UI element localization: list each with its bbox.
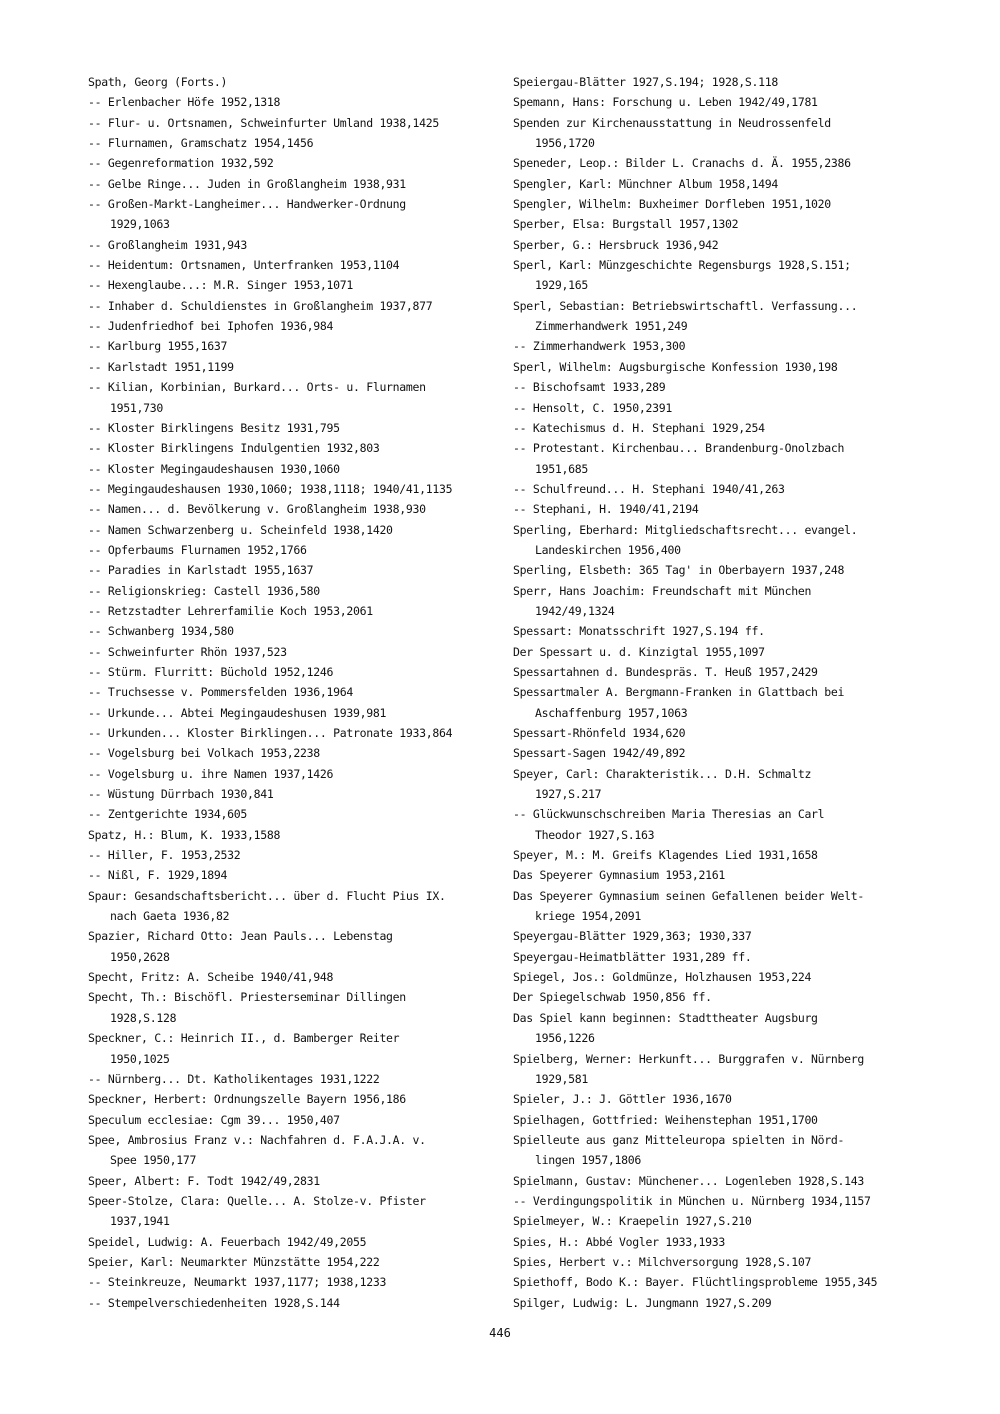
index-entry: -- Vogelsburg bei Volkach 1953,2238 [88,746,320,761]
index-entry-continuation: 1951,730 [110,400,163,415]
index-entry: -- Glückwunschschreiben Maria Theresias an Carl [513,807,825,822]
index-entry-continuation: 1927,S.217 [535,787,602,802]
index-entry: Sperber, G.: Hersbruck 1936,942 [513,237,719,252]
page-number: 446 [489,1326,511,1340]
index-entry: -- Opferbaums Flurnamen 1952,1766 [88,542,307,557]
index-entry: Spengler, Karl: Münchner Album 1958,1494 [513,176,778,191]
index-entry: -- Karlburg 1955,1637 [88,339,228,354]
index-entry: Specht, Th.: Bischöfl. Priesterseminar Dillingen [88,990,406,1005]
index-entry-continuation: 1929,1063 [110,217,170,232]
index-entry: -- Schulfreund... H. Stephani 1940/41,263 [513,481,785,496]
index-entry-continuation: Theodor 1927,S.163 [535,827,655,842]
index-entry: Spielberg, Werner: Herkunft... Burggrafen v. Nürnberg [513,1051,865,1066]
index-entry: -- Wüstung Dürrbach 1930,841 [88,787,274,802]
index-entry: Spessartmaler A. Bergmann-Franken in Glattbach bei [513,685,845,700]
index-entry: -- Erlenbacher Höfe 1952,1318 [88,95,281,110]
index-entry: -- Nürnberg... Dt. Katholikentages 1931,1222 [88,1071,380,1086]
index-entry-continuation: Landeskirchen 1956,400 [535,542,681,557]
index-entry: -- Vogelsburg u. ihre Namen 1937,1426 [88,766,334,781]
index-entry: Spaur: Gesandschaftsbericht... über d. Flucht Pius IX. [88,888,446,903]
index-entry: -- Steinkreuze, Neumarkt 1937,1177; 1938,1233 [88,1275,387,1290]
index-entry: Sperl, Sebastian: Betriebswirtschaftl. Verfassung... [513,298,858,313]
index-entry: Spessart-Sagen 1942/49,892 [513,746,686,761]
index-entry: Spies, H.: Abbé Vogler 1933,1933 [513,1234,725,1249]
index-entry-continuation: 1956,1720 [535,136,595,151]
index-entry: Speckner, Herbert: Ordnungszelle Bayern 1956,186 [88,1092,406,1107]
index-entry: -- Flurnamen, Gramschatz 1954,1456 [88,136,314,151]
index-entry: Spengler, Wilhelm: Buxheimer Dorfleben 1951,1020 [513,197,831,212]
index-entry-continuation: Zimmerhandwerk 1951,249 [535,319,688,334]
index-entry: -- Religionskrieg: Castell 1936,580 [88,583,320,598]
index-entry: -- Namen... d. Bevölkerung v. Großlangheim 1938,930 [88,502,426,517]
index-entry: Sperling, Eberhard: Mitgliedschaftsrecht... evangel. [513,522,858,537]
index-entry-continuation: Spee 1950,177 [110,1153,197,1168]
index-entry: Sperber, Elsa: Burgstall 1957,1302 [513,217,739,232]
index-entry-continuation: 1942/49,1324 [535,603,615,618]
index-entry: Specht, Fritz: A. Scheibe 1940/41,948 [88,970,334,985]
index-entry-continuation: kriege 1954,2091 [535,909,641,924]
index-entry: -- Heidentum: Ortsnamen, Unterfranken 1953,1104 [88,258,400,273]
index-entry: Speer, Albert: F. Todt 1942/49,2831 [88,1173,320,1188]
index-entry: Das Spiel kann beginnen: Stadttheater Augsburg [513,1010,818,1025]
index-entry: Speyergau-Blätter 1929,363; 1930,337 [513,929,752,944]
index-entry: Speculum ecclesiae: Cgm 39... 1950,407 [88,1112,340,1127]
index-entry-continuation: 1950,2628 [110,949,170,964]
index-entry: -- Stürm. Flurritt: Büchold 1952,1246 [88,664,334,679]
index-entry: Speyer, Carl: Charakteristik... D.H. Schmaltz [513,766,812,781]
index-entry-continuation: 1929,165 [535,278,588,293]
index-entry: -- Schweinfurter Rhön 1937,523 [88,644,287,659]
index-entry: -- Kloster Megingaudeshausen 1930,1060 [88,461,340,476]
index-entry: -- Paradies in Karlstadt 1955,1637 [88,563,314,578]
index-entry: Sperling, Elsbeth: 365 Tag' in Oberbayern 1937,248 [513,563,845,578]
index-entry: Speiergau-Blätter 1927,S.194; 1928,S.118 [513,75,778,89]
index-entry: -- Hiller, F. 1953,2532 [88,848,241,863]
index-entry-continuation: 1929,581 [535,1071,588,1086]
index-entry: -- Retzstadter Lehrerfamilie Koch 1953,2061 [88,603,373,618]
index-entry: -- Judenfriedhof bei Iphofen 1936,984 [88,319,334,334]
index-entry: Spessart: Monatsschrift 1927,S.194 ff. [513,624,765,639]
index-entry-continuation: 1951,685 [535,461,588,476]
index-entry: -- Großen-Markt-Langheimer... Handwerker-Ordnung [88,197,406,212]
index-entry: Sperr, Hans Joachim: Freundschaft mit München [513,583,812,598]
index-entry: -- Inhaber d. Schuldienstes in Großlangheim 1937,877 [88,298,433,313]
index-entry: Spielhagen, Gottfried: Weihenstephan 1951,1700 [513,1112,818,1127]
index-entry: Spiegel, Jos.: Goldmünze, Holzhausen 1953,224 [513,970,812,985]
index-entry: -- Stephani, H. 1940/41,2194 [513,502,699,517]
index-entry-continuation: nach Gaeta 1936,82 [110,909,230,924]
index-entry: -- Gegenreformation 1932,592 [88,156,274,171]
index-entry: Speier, Karl: Neumarkter Münzstätte 1954,222 [88,1254,380,1269]
index-entry: Spiethoff, Bodo K.: Bayer. Flüchtlingsprobleme 1955,345 [513,1275,878,1290]
index-entry: Speer-Stolze, Clara: Quelle... A. Stolze-v. Pfister [88,1193,426,1208]
index-entry: Spemann, Hans: Forschung u. Leben 1942/49,1781 [513,95,818,110]
index-entry-continuation: 1928,S.128 [110,1010,177,1025]
index-entry: -- Bischofsamt 1933,289 [513,380,666,395]
index-entry: -- Megingaudeshausen 1930,1060; 1938,1118; 1940/41,1135 [88,481,453,496]
index-entry: -- Verdingungspolitik in München u. Nürnberg 1934,1157 [513,1193,871,1208]
index-entry: -- Großlangheim 1931,943 [88,237,247,252]
index-entry: Der Spessart u. d. Kinzigtal 1955,1097 [513,644,765,659]
index-entry: Spielleute aus ganz Mitteleuropa spielten in Nörd- [513,1132,845,1147]
index-entry: -- Urkunde... Abtei Megingaudeshusen 1939,981 [88,705,387,720]
index-entry: -- Zimmerhandwerk 1953,300 [513,339,686,354]
index-entry: Spee, Ambrosius Franz v.: Nachfahren d. F.A.J.A. v. [88,1132,426,1147]
index-entry: -- Protestant. Kirchenbau... Brandenburg-Onolzbach [513,441,845,456]
left-column [88,72,498,1313]
index-entry: -- Gelbe Ringe... Juden in Großlangheim 1938,931 [88,176,406,191]
index-entry: Spielmann, Gustav: Münchener... Logenleben 1928,S.143 [513,1173,865,1188]
index-entry: -- Namen Schwarzenberg u. Scheinfeld 1938,1420 [88,522,393,537]
index-entry: Spessartahnen d. Bundespräs. T. Heuß 1957,2429 [513,664,818,679]
index-entry: Speidel, Ludwig: A. Feuerbach 1942/49,2055 [88,1234,367,1249]
index-entry: -- Zentgerichte 1934,605 [88,807,247,822]
right-column [513,72,933,1313]
index-entry: -- Karlstadt 1951,1199 [88,359,234,374]
index-entry: -- Kloster Birklingens Besitz 1931,795 [88,420,340,435]
index-entry: Spatz, H.: Blum, K. 1933,1588 [88,827,281,842]
index-entry: Sperl, Wilhelm: Augsburgische Konfession 1930,198 [513,359,838,374]
index-entry: Speyer, M.: M. Greifs Klagendes Lied 1931,1658 [513,848,818,863]
index-entry: Das Speyerer Gymnasium 1953,2161 [513,868,725,883]
index-entry: Spies, Herbert v.: Milchversorgung 1928,S.107 [513,1254,812,1269]
index-entry-continuation: 1956,1226 [535,1031,595,1046]
index-entry: -- Nißl, F. 1929,1894 [88,868,228,883]
index-entry: -- Katechismus d. H. Stephani 1929,254 [513,420,765,435]
index-entry: Der Spiegelschwab 1950,856 ff. [513,990,712,1005]
index-entry: Spessart-Rhönfeld 1934,620 [513,726,686,740]
index-entry: -- Stempelverschiedenheiten 1928,S.144 [88,1295,340,1310]
index-entry: Spenden zur Kirchenausstattung in Neudrossenfeld [513,115,831,130]
index-entry: Speneder, Leop.: Bilder L. Cranachs d. Ä. 1955,2386 [513,156,851,171]
index-entry-continuation: lingen 1957,1806 [535,1153,641,1168]
index-entry: Spilger, Ludwig: L. Jungmann 1927,S.209 [513,1295,772,1310]
index-entry: Spath, Georg (Forts.) [88,75,228,89]
index-entry-continuation: 1950,1025 [110,1051,170,1066]
index-entry-continuation: Aschaffenburg 1957,1063 [535,705,688,720]
index-entry: Speyergau-Heimatblätter 1931,289 ff. [513,949,752,964]
index-entry: Spieler, J.: J. Göttler 1936,1670 [513,1092,732,1107]
index-entry: -- Hexenglaube...: M.R. Singer 1953,1071 [88,278,353,293]
index-entry: -- Hensolt, C. 1950,2391 [513,400,672,415]
index-entry: -- Urkunden... Kloster Birklingen... Patronate 1933,864 [88,726,453,740]
index-entry: -- Flur- u. Ortsnamen, Schweinfurter Umland 1938,1425 [88,115,440,130]
index-entry: Das Speyerer Gymnasium seinen Gefallenen beider Welt- [513,888,865,903]
index-entry: -- Truchsesse v. Pommersfelden 1936,1964 [88,685,353,700]
index-entry: -- Schwanberg 1934,580 [88,624,234,639]
index-entry: Spielmeyer, W.: Kraepelin 1927,S.210 [513,1214,752,1229]
index-entry: Speckner, C.: Heinrich II., d. Bamberger Reiter [88,1031,400,1046]
index-entry: Spazier, Richard Otto: Jean Pauls... Lebenstag [88,929,393,944]
index-entry-continuation: 1937,1941 [110,1214,170,1229]
index-entry: Sperl, Karl: Münzgeschichte Regensburgs 1928,S.151; [513,258,851,273]
index-entry: -- Kloster Birklingens Indulgentien 1932,803 [88,441,380,456]
index-entry: -- Kilian, Korbinian, Burkard... Orts- u. Flurnamen [88,380,426,395]
